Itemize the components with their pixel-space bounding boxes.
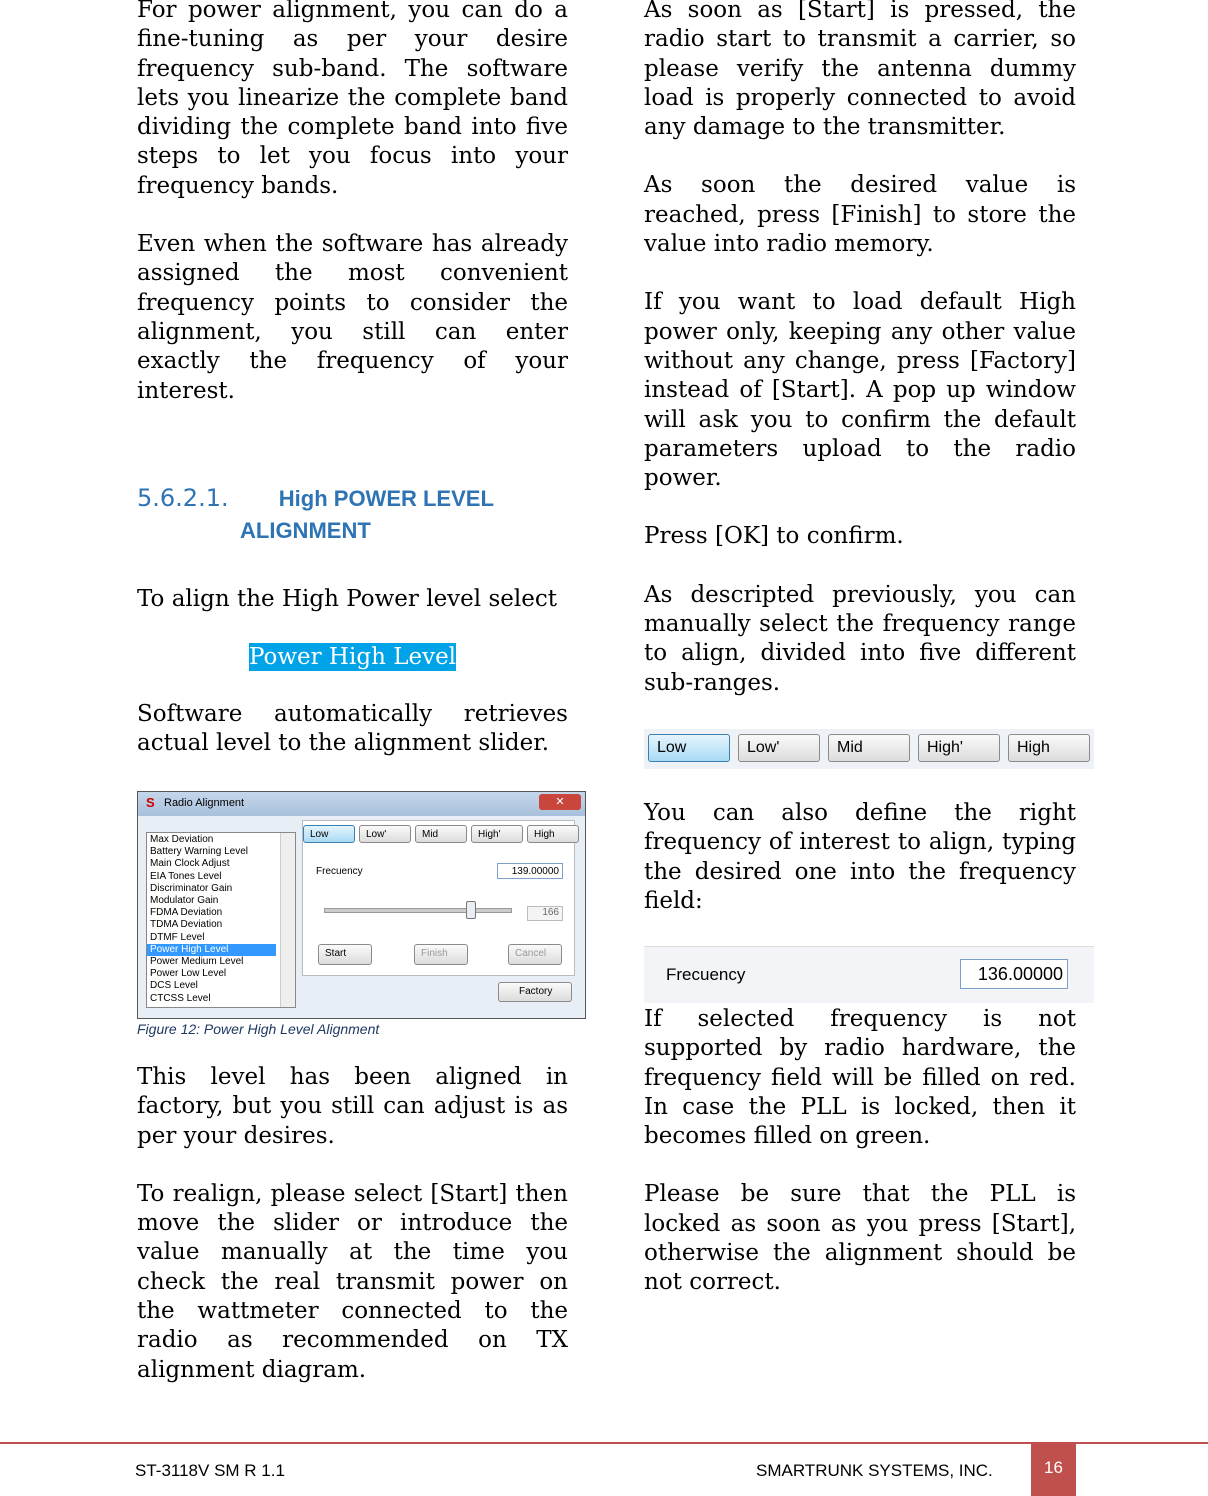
figure-caption: Figure 12: Power High Level Alignment (137, 1021, 380, 1037)
close-icon[interactable]: ✕ (539, 794, 581, 810)
range-button[interactable]: High (527, 825, 579, 843)
frequency-label: Frecuency (666, 965, 746, 984)
parameter-list[interactable] (146, 832, 296, 1008)
slider-value: 166 (527, 906, 563, 921)
company-name: SMARTRUNK SYSTEMS, INC. (756, 1461, 993, 1480)
paragraph: As soon the desired value is reached, press [Finish] to store the value into radio memory. (644, 172, 1076, 258)
highlight-line (137, 643, 568, 672)
left-column-bottom (137, 1063, 568, 1414)
range-button[interactable]: Low (303, 825, 355, 843)
list-item[interactable]: TDMA Deviation (150, 919, 223, 931)
list-item[interactable]: FDMA Deviation (150, 907, 223, 919)
paragraph: If selected frequency is not supported by radio hardware, the frequency field will be filled on red. In case the PLL is locked, then it becomes filled on green. (644, 1006, 1076, 1150)
range-button[interactable]: Low (648, 734, 730, 762)
paragraph: Software automatically retrieves actual level to the alignment slider. (137, 700, 568, 756)
list-item[interactable]: Max Deviation (150, 834, 214, 845)
title-bar (138, 792, 585, 816)
paragraph: You can also define the right frequency of interest to align, typing the desired one into the frequency field: (644, 800, 1076, 914)
frequency-input[interactable]: 136.00000 (960, 959, 1068, 989)
radio-alignment-window (137, 791, 586, 1019)
left-column-lower (137, 585, 568, 787)
power-high-level-highlight: Power High Level (248, 644, 457, 671)
list-item[interactable]: Modulator Gain (150, 895, 219, 907)
range-button[interactable]: High' (471, 825, 523, 843)
heading-title-line1: High POWER LEVEL (278, 486, 494, 511)
range-button[interactable]: Low' (359, 825, 411, 843)
list-item[interactable]: DCS Level (150, 980, 198, 992)
alignment-slider[interactable] (324, 908, 512, 913)
list-item[interactable]: Discriminator Gain (150, 882, 233, 894)
cancel-button[interactable]: Cancel (508, 944, 562, 965)
paragraph: For power alignment, you can do a fine-tuning as per your desire frequency sub-band. The software lets you linearize the complete band dividing the complete band into five steps to let you focus into your frequency bands. (137, 0, 568, 199)
paragraph: Even when the software has already assigned the most convenient frequency points to consider the alignment, you still can enter exactly the frequency of your interest. (137, 231, 568, 404)
list-item[interactable]: DTMF Level (150, 931, 205, 943)
paragraph: If you want to load default High power only, keeping any other value without any change, press [Factory] instead of [Start]. A pop up window will ask you to confirm the default parameters upload to the radio power. (644, 289, 1076, 492)
range-button[interactable]: High' (918, 734, 1000, 762)
list-item[interactable]: Power High Level (147, 944, 276, 956)
paragraph: As descripted previously, you can manually select the frequency range to align, divided into five different sub-ranges. (644, 581, 1076, 696)
paragraph: This level has been aligned in factory, but you still can adjust is as per your desires. (137, 1064, 568, 1149)
left-column (137, 0, 568, 435)
list-item[interactable]: Power Low Level (150, 968, 227, 980)
range-button[interactable]: High (1008, 734, 1090, 762)
list-item[interactable]: Battery Warning Level (150, 846, 249, 858)
right-column-bottom (644, 1005, 1076, 1327)
heading-number: 5.6.2.1. (137, 484, 229, 512)
page-number: 16 (1031, 1444, 1076, 1496)
factory-button[interactable]: Factory (498, 982, 572, 1002)
document-id: ST-3118V SM R 1.1 (135, 1461, 285, 1480)
right-column-mid (644, 799, 1076, 945)
list-scrollbar[interactable] (280, 833, 295, 1007)
frequency-label: Frecuency (316, 866, 363, 877)
range-button-strip (644, 729, 1094, 769)
range-button[interactable]: Low' (738, 734, 820, 762)
heading-title-line2: ALIGNMENT (240, 518, 371, 543)
list-item[interactable]: CTCSS Level (150, 992, 211, 1004)
paragraph: To align the High Power level select (137, 586, 557, 612)
finish-button[interactable]: Finish (414, 944, 468, 965)
list-item[interactable]: Power Medium Level (150, 956, 244, 968)
start-button[interactable]: Start (318, 944, 372, 965)
frequency-field-strip (644, 946, 1094, 1003)
page-footer (0, 1442, 1208, 1480)
frequency-input[interactable]: 139.00000 (497, 863, 563, 879)
paragraph: Press [OK] to confirm. (644, 523, 904, 550)
paragraph: To realign, please select [Start] then move the slider or introduce the value manually at the time you check the real transmit power on the wattmeter connected to the radio as recommended on TX alignment diagram. (137, 1180, 568, 1383)
paragraph: Please be sure that the PLL is locked as soon as you press [Start], otherwise the alignment should be not correct. (644, 1181, 1076, 1296)
app-logo-icon: S (146, 795, 155, 810)
window-title: Radio Alignment (164, 797, 245, 809)
section-heading (137, 484, 577, 544)
paragraph: As soon as [Start] is pressed, the radio start to transmit a carrier, so please verify the antenna dummy load is properly connected to avoid any damage to the transmitter. (644, 0, 1076, 141)
right-column (644, 0, 1076, 727)
range-button[interactable]: Mid (828, 734, 910, 762)
list-item[interactable]: Main Clock Adjust (150, 858, 230, 870)
list-item[interactable]: EIA Tones Level (150, 870, 222, 882)
range-button[interactable]: Mid (415, 825, 467, 843)
slider-thumb[interactable] (466, 901, 476, 919)
